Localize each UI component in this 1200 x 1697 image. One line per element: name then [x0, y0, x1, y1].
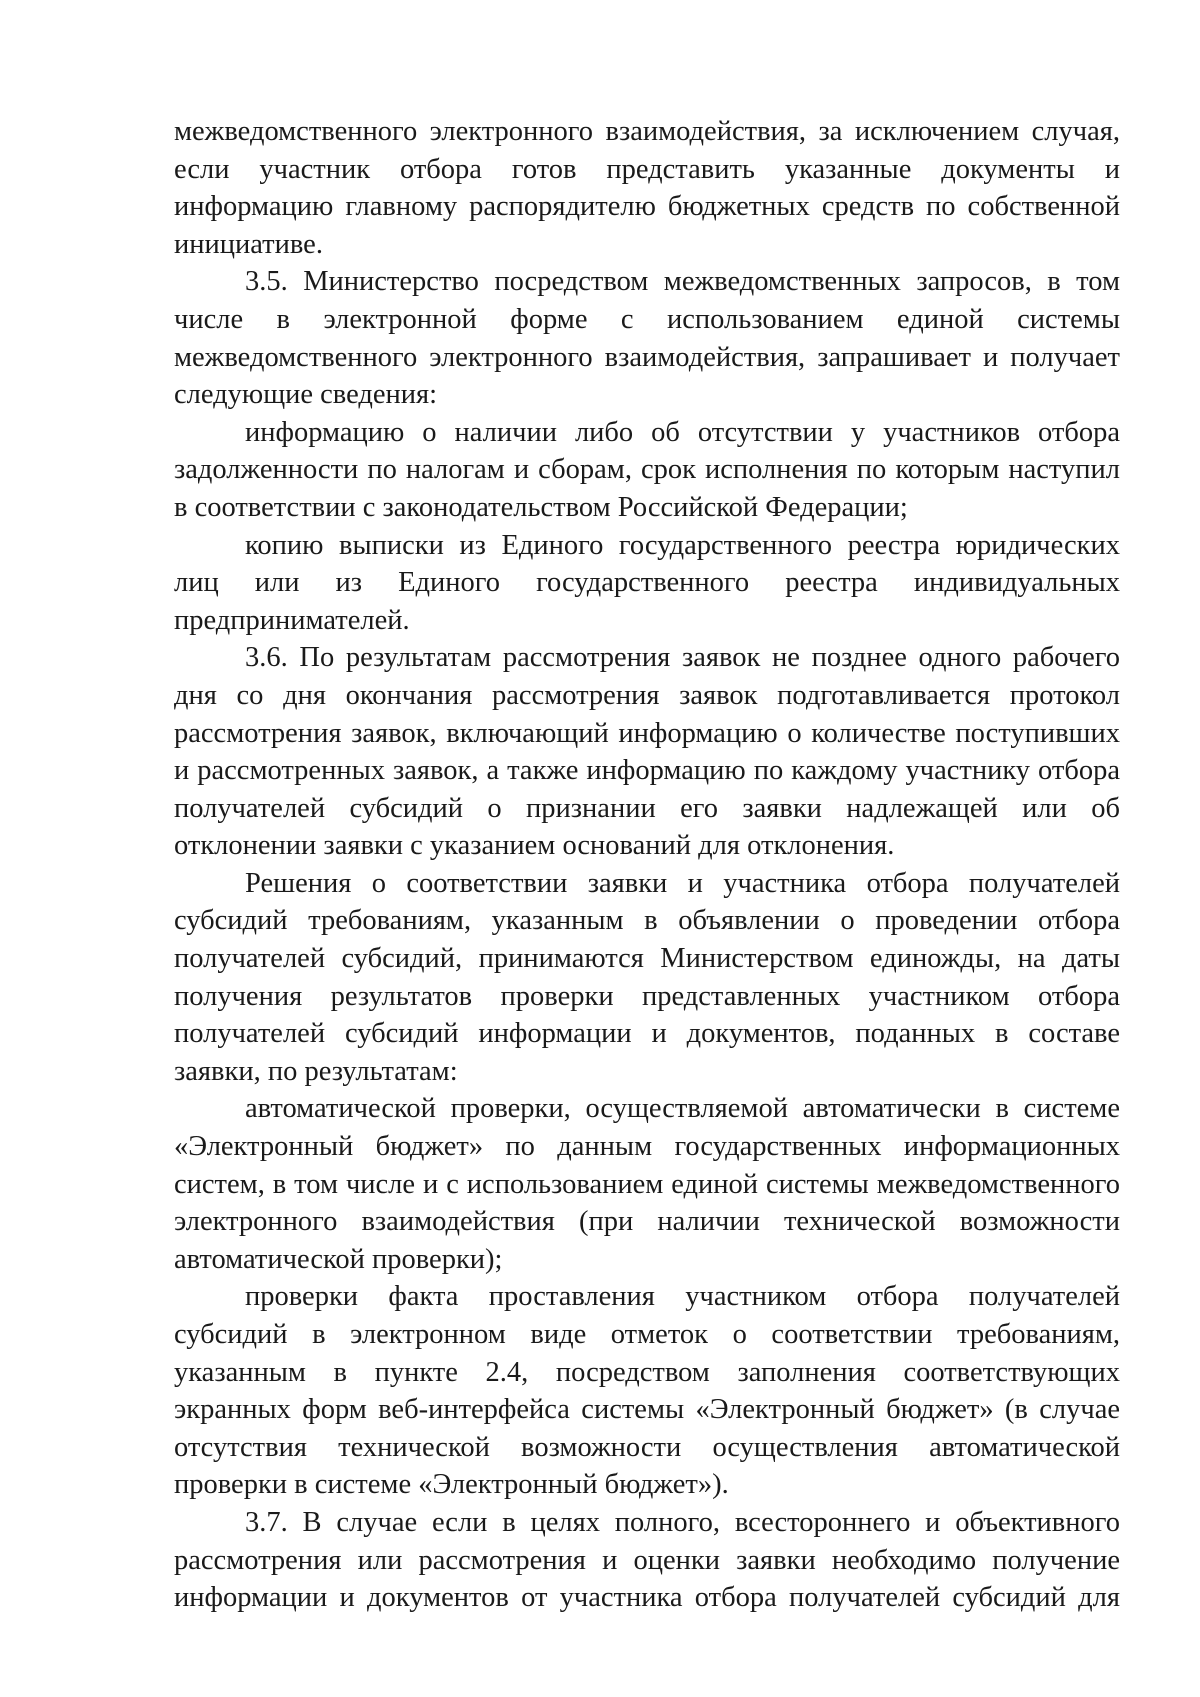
paragraph-3-6: 3.6. По результатам рассмотрения заявок не позднее одного рабочего дня со дня окончания рассмотрения заявок подготавливается протокол рассмотрения заявок, включающий информацию о количестве поступивших и рассмотренных заявок, а также информацию по каждому участнику отбора получателей субсидий о признании его заявки надлежащей или об отклонении заявки с указанием оснований для отклонения. — [174, 642, 1120, 862]
paragraph-registry-extract: копию выписки из Единого государственного реестра юридических лиц или из Единого государственного реестра индивидуальных предпринимателей. — [174, 529, 1120, 636]
paragraph-automatic-check: автоматической проверки, осуществляемой автоматически в системе «Электронный бюджет» по данным государственных информационных систем, в том числе и с использованием единой системы межведомственного электронного взаимодействия (при наличии технической возможности автоматической проверки); — [174, 1093, 1120, 1275]
paragraph-3-7: 3.7. В случае если в целях полного, всестороннего и объективного рассмотрения или рассмотрения и оценки заявки необходимо получение информации и документов от участника отбора получателей субсидий для — [174, 1506, 1120, 1614]
document-body — [174, 113, 1120, 1617]
paragraph-tax-debt-info: информацию о наличии либо об отсутствии у участников отбора задолженности по налогам и сборам, срок исполнения по которым наступил в соответствии с законодательством Российской Федерации; — [174, 416, 1120, 523]
paragraph-3-5: 3.5. Министерство посредством межведомственных запросов, в том числе в электронной форме с использованием единой системы межведомственного электронного взаимодействия, запрашивает и получает следующие сведения: — [174, 266, 1120, 411]
paragraph-continuation: межведомственного электронного взаимодействия, за исключением случая, если участник отбора готов представить указанные документы и информацию главному распорядителю бюджетных средств по собственной инициативе. — [174, 116, 1120, 260]
paragraph-manual-check: проверки факта проставления участником отбора получателей субсидий в электронном виде отметок о соответствии требованиям, указанным в пункте 2.4, посредством заполнения соответствующих экранных форм веб-интерфейса системы «Электронный бюджет» (в случае отсутствия технической возможности осуществления автоматической проверки в системе «Электронный бюджет»). — [174, 1281, 1120, 1501]
paragraph-decisions: Решения о соответствии заявки и участника отбора получателей субсидий требованиям, указанным в объявлении о проведении отбора получателей субсидий, принимаются Министерством единожды, на даты получения результатов проверки представленных участником отбора получателей субсидий информации и документов, поданных в составе заявки, по результатам: — [174, 867, 1120, 1087]
